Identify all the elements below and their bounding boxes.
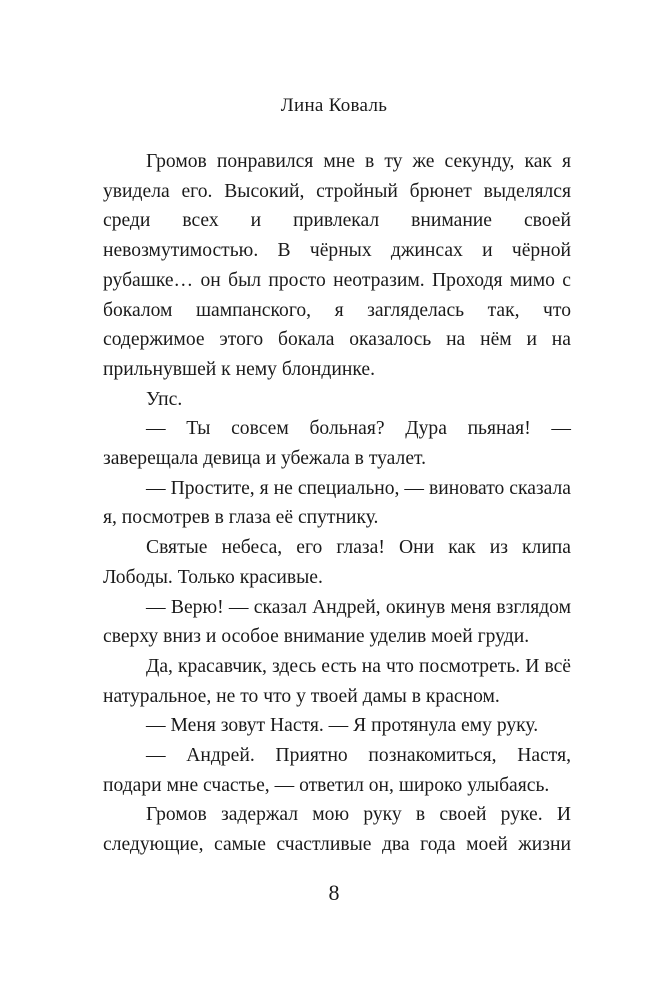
paragraph: Громов понравился мне в ту же секунду, как я увидела его. Высокий, стройный брюнет выделялся среди всех и привлекал внимание своей невозмутимостью. В чёрных джинсах и чёрной рубашке… он был просто неотразим. Проходя мимо с бокалом шампанского, я загляделась так, что содержимое этого бокала оказалось на нём и на прильнувшей к нему блондинке.	[103, 151, 571, 380]
paragraph: — Меня зовут Настя. — Я протянула ему руку.	[146, 715, 539, 737]
paragraph: — Ты совсем больная? Дура пьяная! — заверещала девица и убежала в туалет.	[103, 418, 571, 470]
paragraph: Громов задержал мою руку в своей руке. И следующие, самые счастливые два года моей жизни	[103, 804, 571, 856]
paragraph: — Верю! — сказал Андрей, окинув меня взглядом сверху вниз и особое внимание уделив моей груди.	[103, 596, 571, 648]
running-header: Лина Коваль	[280, 95, 388, 116]
paragraph: — Андрей. Приятно познакомиться, Настя, подари мне счастье, — ответил он, широко улыбаясь.	[103, 745, 571, 796]
paragraph: — Простите, я не специально, — виновато сказала я, посмотрев в глаза её спутнику.	[103, 477, 571, 529]
paragraph: Святые небеса, его глаза! Они как из клипа Лободы. Только красивые.	[103, 537, 571, 588]
page-number: 8	[328, 880, 340, 905]
paragraph: Да, красавчик, здесь есть на что посмотреть. И всё натуральное, не то что у твоей дамы в красном.	[103, 655, 571, 707]
body-text	[103, 147, 571, 860]
paragraph: Упс.	[146, 388, 183, 410]
